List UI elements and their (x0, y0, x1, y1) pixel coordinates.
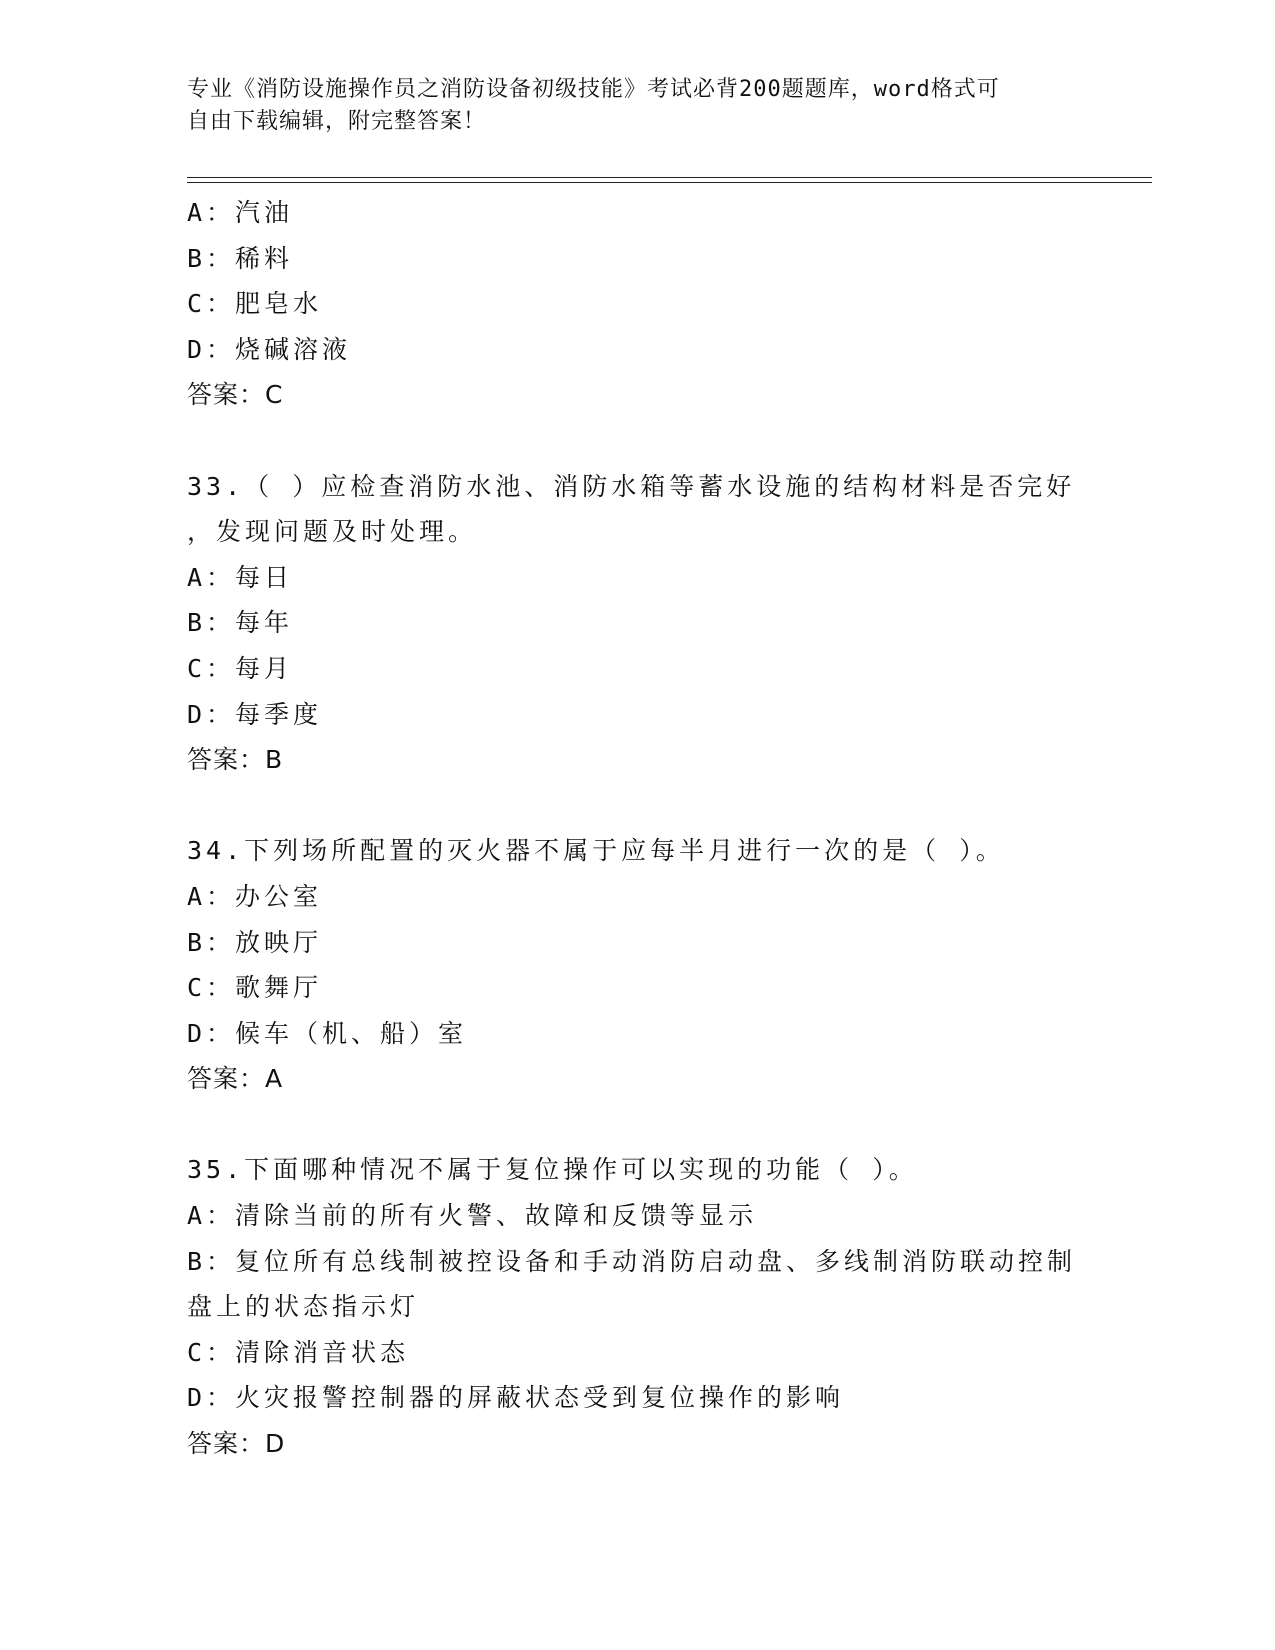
option-c: C：每月 (187, 653, 294, 683)
option-d: D：火灾报警控制器的屏蔽状态受到复位操作的影响 (187, 1383, 845, 1413)
answer-line: 答案：C (187, 380, 284, 410)
option-d: D：候车（机、船）室 (187, 1018, 468, 1048)
question-text-line-2: ，发现问题及时处理。 (187, 517, 478, 547)
block-spacer (187, 1102, 1087, 1148)
question-list (187, 190, 1087, 1467)
question-text-line-1: 33.（ ）应检查消防水池、消防水箱等蓄水设施的结构材料是否完好 (187, 471, 1076, 501)
question-text-line-1: 35.下面哪种情况不属于复位操作可以实现的功能（ ）。 (187, 1155, 918, 1185)
option-a: A：汽油 (187, 198, 294, 227)
option-b: B：每年 (187, 608, 294, 638)
option-a: A：清除当前的所有火警、故障和反馈等显示 (187, 1201, 758, 1231)
option-c: C：肥皂水 (187, 289, 323, 319)
answer-line: 答案：B (187, 745, 284, 775)
option-d: D：每季度 (187, 699, 323, 729)
option-b: B：放映厅 (187, 927, 323, 957)
header-divider-top (187, 177, 1152, 178)
option-b-continued: 盘上的状态指示灯 (187, 1292, 420, 1322)
option-b: B：稀料 (187, 243, 294, 273)
header-title-line-2: 自由下载编辑，附完整答案！ (187, 109, 487, 134)
question-block (187, 190, 1087, 418)
option-a: A：每日 (187, 562, 294, 592)
option-b: B：复位所有总线制被控设备和手动消防启动盘、多线制消防联动控制 (187, 1246, 1077, 1276)
header-title-line-1: 专业《消防设施操作员之消防设备初级技能》考试必背200题题库，word格式可 (187, 77, 1000, 102)
document-header (187, 74, 1087, 138)
question-block (187, 1147, 1087, 1466)
block-spacer (187, 418, 1087, 464)
option-c: C：歌舞厅 (187, 973, 323, 1003)
option-c: C：清除消音状态 (187, 1337, 410, 1367)
option-d: D：烧碱溶液 (187, 334, 352, 364)
question-text-line-1: 34.下列场所配置的灭火器不属于应每半月进行一次的是（ ）。 (187, 836, 1005, 866)
answer-line: 答案：A (187, 1064, 284, 1094)
question-block (187, 464, 1087, 783)
header-divider-bottom (187, 182, 1152, 183)
question-block (187, 828, 1087, 1102)
option-a: A：办公室 (187, 881, 323, 911)
answer-line: 答案：D (187, 1429, 286, 1459)
block-spacer (187, 783, 1087, 829)
